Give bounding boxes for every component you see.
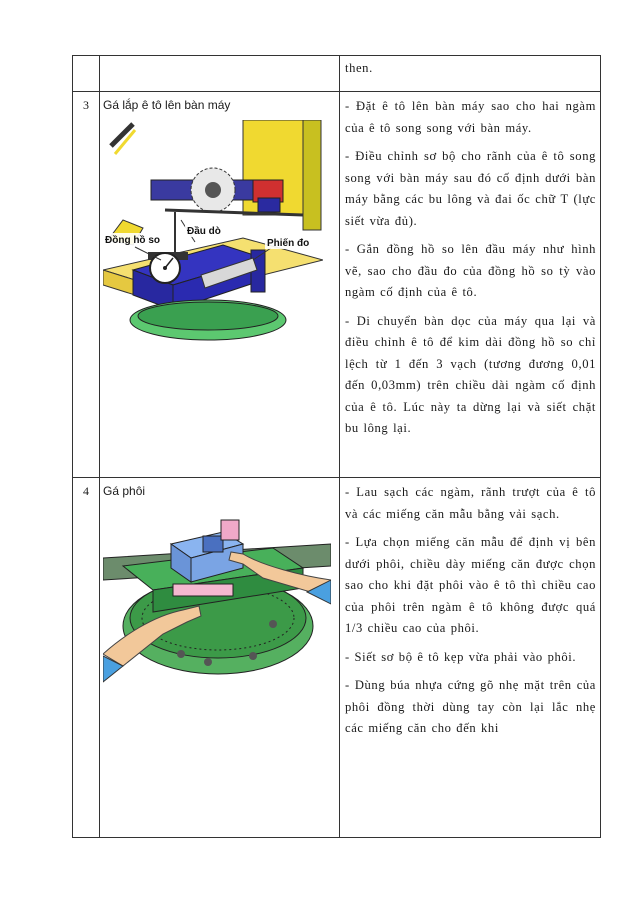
- step-text: - Đặt ê tô lên bàn máy sao cho hai ngàm của ê tô song song với bàn máy.: [345, 99, 596, 135]
- task-name: [100, 56, 340, 92]
- step-description: [340, 92, 601, 478]
- process-table: [72, 55, 601, 838]
- table-row: [73, 56, 601, 92]
- workpiece-clamping-illustration: [103, 506, 331, 691]
- task-name: [100, 92, 340, 478]
- step-text: - Lau sạch các ngàm, rãnh trượt của ê tô và các miếng căn mẫu bằng vải sạch.: [345, 485, 596, 521]
- step-description: [340, 56, 601, 92]
- table-row: [73, 478, 601, 838]
- step-number: 4: [73, 478, 100, 838]
- step-description: [340, 478, 601, 838]
- step-text: - Điều chỉnh sơ bộ cho rãnh của ê tô song song với bàn máy sau đó cố định dưới bàn máy bằng các bu lông và đai ốc chữ T (lực siết vừa đủ).: [345, 149, 596, 228]
- step-text: - Di chuyển bàn dọc của máy qua lại và điều chỉnh ê tô để kim dài đồng hồ so chỉ lệch từ 1 đến 3 vạch (tương đương 0,01 đến 0,03mm) trên chiều dài ngàm cố định của ê tô. Lúc này ta dừng lại và siết chặt bu lông lại.: [345, 313, 596, 435]
- step-text: then.: [345, 61, 373, 75]
- indicator-label: Đồng hồ so: [105, 235, 160, 246]
- step-text: - Siết sơ bộ ê tô kẹp vừa phải vào phôi.: [345, 649, 577, 664]
- task-title: Gá phôi: [103, 484, 146, 498]
- step-text: - Gắn đồng hồ so lên đầu máy như hình vẽ, sao cho đầu đo của đồng hồ so tỳ vào ngàm cố định của ê tô.: [345, 242, 596, 299]
- step-text: - Dùng búa nhựa cứng gõ nhẹ mặt trên của phôi đồng thời dùng tay còn lại lắc nhẹ các miếng căn cho đến khi: [345, 678, 596, 735]
- task-name: [100, 478, 340, 838]
- probe-label: Đầu dò: [187, 226, 221, 237]
- table-row: [73, 92, 601, 478]
- step-number: [73, 56, 100, 92]
- plate-label: Phiến đo: [267, 238, 310, 249]
- vise-dial-indicator-illustration: [103, 120, 323, 350]
- step-number: 3: [73, 92, 100, 478]
- step-text: - Lựa chọn miếng căn mẫu để định vị bên dưới phôi, chiều dày miếng căn được chọn sao cho khi đặt phôi vào ê tô thì chiều cao của phôi trên ngàm ê tô không được quá 1/3 chiều cao của phôi.: [345, 535, 596, 635]
- task-title: Gá lắp ê tô lên bàn máy: [103, 98, 231, 112]
